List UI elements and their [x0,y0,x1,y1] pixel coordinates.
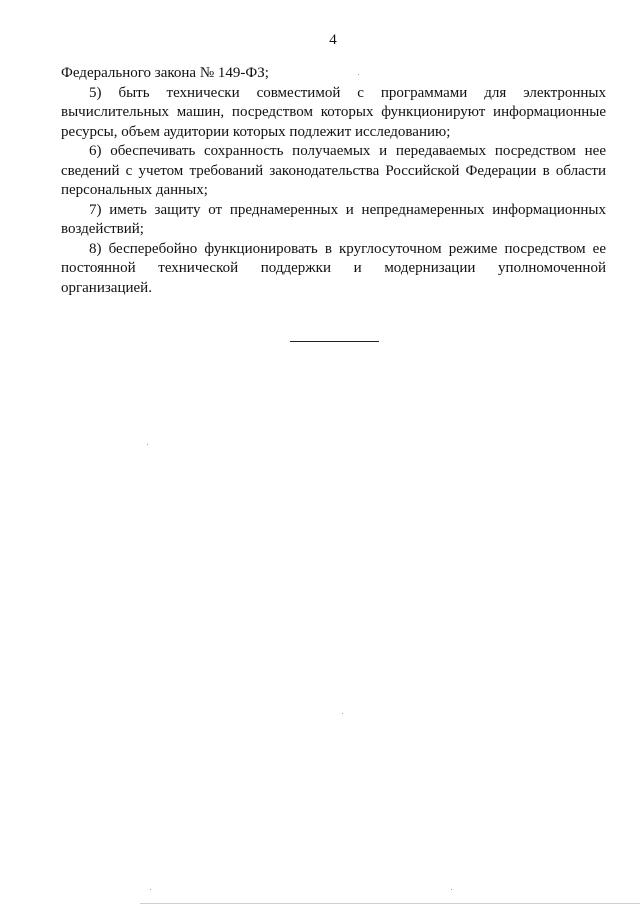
scan-speck [358,74,359,75]
paragraph-continuation: Федерального закона № 149-ФЗ; [61,65,269,81]
list-item-6: 6) обеспечивать сохранность получаемых и передаваемых посредством нее сведений с учетом требований законодательства Российской Федерации в области персональных данных; [61,143,606,198]
scan-bottom-edge [140,903,640,904]
list-item-8-last-line: организацией. [61,279,152,296]
list-item-8: 8) бесперебойно функционировать в круглосуточном режиме посредством ее постоянной технической поддержки и модернизации уполномоченной [61,240,606,276]
list-item-7: 7) иметь защиту от преднамеренных и непреднамеренных информационных воздействий; [61,201,606,237]
document-body [61,64,606,298]
scan-speck [147,444,148,445]
scan-speck [150,889,151,890]
scan-speck [342,713,343,714]
page-number: 4 [329,32,337,48]
list-item-5: 5) быть технически совместимой с программами для электронных вычислительных машин, посредством которых функционируют информационные ресурсы, объем аудитории которых подлежит исследованию; [61,84,606,140]
end-of-text-divider [290,341,379,342]
scan-speck [451,889,452,890]
